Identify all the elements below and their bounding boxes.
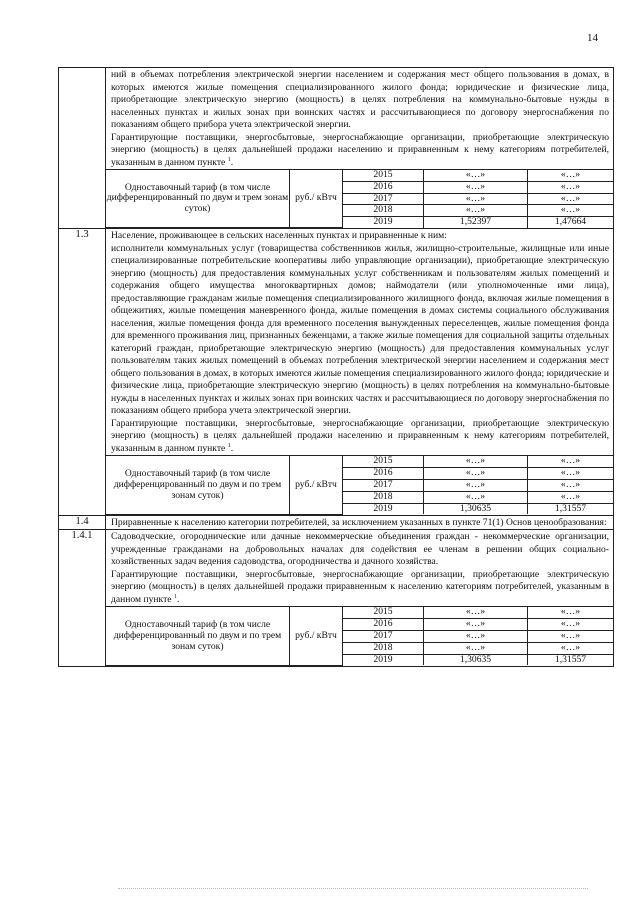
tariff-value-1: 1,52397	[424, 217, 528, 228]
scan-edge-line	[118, 888, 588, 889]
row-number: 1.4	[59, 515, 106, 530]
tariff-year: 2019	[343, 217, 424, 228]
tariff-value-2: 1,47664	[528, 217, 614, 228]
footnote-mark: 1	[173, 593, 177, 600]
tariff-year: 2018	[343, 205, 424, 217]
tariff-value-2: «…»	[528, 631, 614, 643]
tariff-value-2: 1,31557	[528, 654, 614, 665]
paragraph: Гарантирующие поставщики, энергосбытовые, энергоснабжающие организации, приобретающие электрическую энергию (мощность) в целях дальнейшей продажи приравненным к населению категориям потребителей, указанным в данном пункте $^1$.	[111, 568, 609, 605]
paragraph: Гарантирующие поставщики, энергосбытовые, энергоснабжающие организации, приобретающие электрическую энергию (мощность) в целях дальнейшей продажи населению и приравненным к нему категориям потребителей, указанным в данном пункте $^1$.	[111, 131, 609, 168]
row-number: 1.4.1	[59, 530, 106, 666]
row-1-4-1	[59, 530, 614, 666]
tariff-table	[106, 169, 613, 228]
tariff-year: 2016	[343, 181, 424, 193]
row-1-3	[59, 229, 614, 515]
tariff-year: 2019	[343, 654, 424, 665]
tariff-value-1: «…»	[424, 456, 528, 468]
tariff-value-2: «…»	[528, 607, 614, 619]
tariff-value-2: «…»	[528, 491, 614, 503]
tariff-name: Одноставочный тариф (в том числе дифференцированный по двум и трем зонам суток)	[106, 170, 290, 228]
tariff-year: 2015	[343, 456, 424, 468]
tariff-value-2: 1,31557	[528, 503, 614, 514]
tariff-value-1: «…»	[424, 607, 528, 619]
tariff-name: Одноставочный тариф (в том числе дифференцированный по двум и по трем зонам суток)	[106, 607, 290, 665]
tariff-value-1: «…»	[424, 205, 528, 217]
tariff-year: 2017	[343, 193, 424, 205]
tariff-name: Одноставочный тариф (в том числе дифференцированный по двум и по трем зонам суток)	[106, 456, 290, 514]
row-1-4	[59, 515, 614, 530]
tariff-value-2: «…»	[528, 193, 614, 205]
tariff-document-table	[58, 67, 614, 667]
row-content	[106, 229, 614, 515]
tariff-value-2: «…»	[528, 181, 614, 193]
row-content	[106, 530, 614, 666]
tariff-table	[106, 606, 613, 665]
row-description	[106, 68, 613, 169]
tariff-year: 2017	[343, 480, 424, 492]
tariff-year: 2016	[343, 468, 424, 480]
row-description	[106, 229, 613, 455]
tariff-value-2: «…»	[528, 642, 614, 654]
tariff-value-1: «…»	[424, 491, 528, 503]
tariff-year: 2018	[343, 642, 424, 654]
tariff-unit: руб./ кВтч	[290, 170, 343, 228]
tariff-unit: руб./ кВтч	[290, 456, 343, 514]
tariff-value-1: «…»	[424, 468, 528, 480]
page-number: 14	[587, 32, 598, 44]
tariff-value-1: «…»	[424, 631, 528, 643]
footnote-mark: 1	[227, 442, 231, 449]
tariff-table	[106, 455, 613, 514]
tariff-value-2: «…»	[528, 205, 614, 217]
tariff-value-2: «…»	[528, 480, 614, 492]
tariff-year: 2016	[343, 619, 424, 631]
paragraph: ний в объемах потребления электрической энергии населением и содержания мест общего пользования в домах, в которых имеются жилые помещения специализированного жилого фонда; юридические и физические лица, приобретающие электрическую энергию (мощность) в целях потребления на коммунально-бытовые нужды в населенных пунктах и жилых зонах при воинских частях и рассчитывающиеся по договору энергоснабжения по показаниям общего прибора учета электрической энергии.	[111, 69, 609, 130]
tariff-value-1: «…»	[424, 193, 528, 205]
tariff-value-2: «…»	[528, 170, 614, 182]
tariff-year: 2015	[343, 170, 424, 182]
tariff-value-1: «…»	[424, 619, 528, 631]
row-number: 1.3	[59, 229, 106, 515]
tariff-value-1: 1,30635	[424, 503, 528, 514]
tariff-value-1: «…»	[424, 642, 528, 654]
tariff-unit: руб./ кВтч	[290, 607, 343, 665]
tariff-year: 2019	[343, 503, 424, 514]
row-continuation	[59, 68, 614, 229]
row-content	[106, 68, 614, 229]
tariff-value-1: «…»	[424, 480, 528, 492]
paragraph: исполнители коммунальных услуг (товарищества собственников жилья, жилищно-строительные, жилищные или иные специализированные потребительские кооперативы либо управляющие организации), приобретающие электрическую энергию (мощность) для предоставления коммунальных услуг собственникам и пользователям жилых помещений и содержания общего имущества многоквартирных домов; наймодатели (или уполномоченные ими лица), предоставляющие гражданам жилые помещения специализированного жилищного фонда, включая жилые помещения в общежитиях, жилые помещения маневренного фонда, жилые помещения в домах системы социального обслуживания населения, жилые помещения фонда для временного поселения вынужденных переселенцев, жилые помещения фонда для временного проживания лиц, признанных беженцами, а также жилые помещения для социальной защиты отдельных категорий граждан, приобретающие электрическую энергию (мощность) для предоставления коммунальных услуг пользователям таких жилых помещений в объемах потребления электрической энергии населением и содержания мест общего пользования в домах, в которых имеются жилые помещения специализированного жилого фонда; юридические и физические лица, приобретающие электрическую энергию (мощность) в целях потребления на коммунально-бытовые нужды в населенных пунктах и жилых зонах при воинских частях и рассчитывающиеся по договору энергоснабжения по показаниям общего прибора учета электрической энергии.	[111, 242, 609, 417]
tariff-value-1: «…»	[424, 170, 528, 182]
tariff-value-2: «…»	[528, 619, 614, 631]
tariff-value-2: «…»	[528, 468, 614, 480]
row-description	[106, 530, 613, 606]
row-description: Приравненные к населению категории потребителей, за исключением указанных в пункте 71(1) Основ ценообразования:	[111, 516, 607, 528]
paragraph: Гарантирующие поставщики, энергосбытовые, энергоснабжающие организации, приобретающие электрическую энергию (мощность) в целях дальнейшей продажи населению и приравненным к нему категориям потребителей, указанным в данном пункте $^1$.	[111, 417, 609, 454]
row-content	[106, 515, 614, 530]
tariff-value-1: «…»	[424, 181, 528, 193]
row-number	[59, 68, 106, 229]
paragraph: Население, проживающее в сельских населенных пунктах и приравненные к ним:	[111, 230, 447, 242]
tariff-value-2: «…»	[528, 456, 614, 468]
paragraph: Садоводческие, огороднические или дачные некоммерческие объединения граждан - некоммерческие организации, учрежденные гражданами на добровольных началах для содействия ее членам в решении общих социально-хозяйственных задач ведения садоводства, огородничества и дачного хозяйства.	[111, 531, 609, 568]
tariff-value-1: 1,30635	[424, 654, 528, 665]
footnote-mark: 1	[227, 156, 231, 163]
tariff-year: 2015	[343, 607, 424, 619]
tariff-year: 2017	[343, 631, 424, 643]
tariff-year: 2018	[343, 491, 424, 503]
